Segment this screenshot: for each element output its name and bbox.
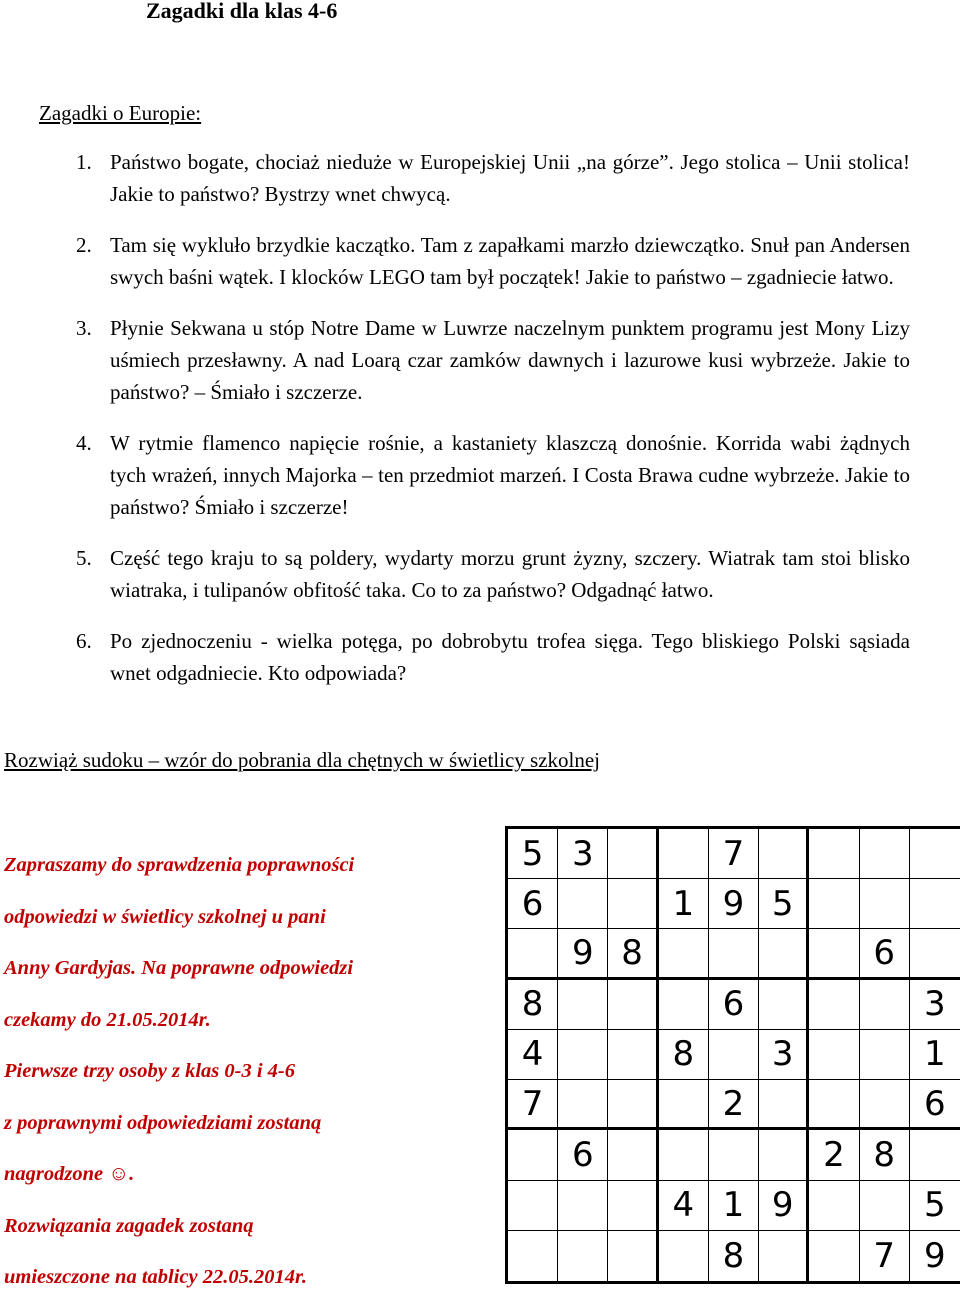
riddle-item [76,312,910,408]
sudoku-cell [860,1030,910,1080]
sudoku-cell [558,980,608,1030]
sudoku-cell [659,1130,709,1180]
sudoku-cell [608,1130,658,1180]
sudoku-cell: 1 [910,1030,960,1080]
invitation-line: Pierwsze trzy osoby z klas 0-3 i 4-6 [4,1060,295,1082]
sudoku-cell: 3 [910,980,960,1030]
sudoku-cell [508,929,558,979]
sudoku-cell [659,929,709,979]
invitation-line: umieszczone na tablicy 22.05.2014r. [4,1266,307,1288]
sudoku-cell [759,829,809,879]
sudoku-cell [709,929,759,979]
sudoku-cell [809,1231,859,1281]
riddle-number: 1. [76,150,92,174]
sudoku-cell: 6 [508,879,558,929]
sudoku-cell [860,980,910,1030]
sudoku-cell: 2 [809,1130,859,1180]
sudoku-cell [659,1080,709,1130]
invitation-line: z poprawnymi odpowiedziami zostaną [4,1111,322,1134]
riddle-number: 4. [76,431,92,455]
invitation-line: Anny Gardyjas. Na poprawne odpowiedzi [4,957,354,979]
sudoku-cell: 6 [910,1080,960,1130]
riddle-item [76,146,910,210]
riddle-list [0,146,960,708]
sudoku-cell [809,1080,859,1130]
sudoku-cell: 3 [759,1030,809,1080]
sudoku-cell: 3 [558,829,608,879]
sudoku-cell [860,1080,910,1130]
sudoku-cell [508,1231,558,1281]
sudoku-cell: 9 [924,1235,946,1276]
riddle-text: Tam się wykluło brzydkie kaczątko. Tam z zapałkami marzło dziewczątko. Snuł pan Andersen swych baśni wątek. I klocków LEGO tam był początek! Jakie to państwo – zgadniecie łatwo. [110,233,910,289]
sudoku-cell [759,1130,809,1180]
sudoku-cell: 8 [508,980,558,1030]
sudoku-cell: 9 [759,1181,809,1231]
riddle-text: Po zjednoczeniu - wielka potęga, po dobrobytu trofea sięga. Tego bliskiego Polski sąsiada wnet odgadniecie. Kto odpowiada? [110,629,910,685]
sudoku-cell: 8 [659,1030,709,1080]
sudoku-cell [659,829,709,879]
invitation-line: nagrodzone ☺. [4,1163,135,1185]
sudoku-cell [608,980,658,1030]
riddle-number: 6. [76,629,92,653]
riddle-number: 5. [76,546,92,570]
sudoku-cell: 6 [709,980,759,1030]
sudoku-cell [558,1231,608,1281]
sudoku-cell [659,980,709,1030]
sudoku-cell [608,1231,658,1281]
riddle-text: Państwo bogate, chociaż nieduże w Europejskiej Unii „na górze”. Jego stolica – Unii stolica! Jakie to państwo? Bystrzy wnet chwycą. [110,150,910,206]
riddle-text: W rytmie flamenco napięcie rośnie, a kastaniety klaszczą donośnie. Korrida wabi żądnych tych wrażeń, innych Majorka – ten przedmiot marzeń. I Costa Brawa cudne wybrzeże. Jakie to państwo? Śmiało i szczerze! [110,431,910,519]
sudoku-cell: 4 [659,1181,709,1231]
sudoku-cell: 5 [759,879,809,929]
sudoku-cell [809,1181,859,1231]
riddle-number: 2. [76,233,92,257]
sudoku-cell: 7 [860,1231,910,1281]
sudoku-cell [709,1130,759,1180]
sudoku-cell [608,879,658,929]
sudoku-cell [809,829,859,879]
sudoku-cell [558,879,608,929]
sudoku-cell: 1 [659,879,709,929]
sudoku-cell [508,1130,558,1180]
sudoku-cell: 8 [608,929,658,979]
sudoku-cell [860,829,910,879]
sudoku-cell [558,1080,608,1130]
sudoku-cell: 9 [558,929,608,979]
sudoku-cell [659,1231,709,1281]
riddle-item [76,229,910,293]
sudoku-cell [910,879,960,929]
sudoku-cell [809,929,859,979]
sudoku-grid [505,826,960,1284]
invitation-line: Rozwiązania zagadek zostaną [4,1214,254,1237]
sudoku-cell [910,1130,960,1180]
sudoku-cell [910,929,960,979]
sudoku-cell: 6 [558,1130,608,1180]
sudoku-cell: 5 [910,1181,960,1231]
invitation-line: Zapraszamy do sprawdzenia poprawności [4,854,355,876]
sudoku-cell [759,1231,809,1281]
sudoku-cell [759,980,809,1030]
sudoku-cell: 2 [709,1080,759,1130]
sudoku-cell [910,829,960,879]
sudoku-cell [809,1030,859,1080]
riddle-text: Część tego kraju to są poldery, wydarty morzu grunt żyzny, szczery. Wiatrak tam stoi blisko wiatraka, i tulipanów obfitość taka. Co to za państwo? Odgadnąć łatwo. [110,546,910,602]
riddle-number: 3. [76,316,92,340]
sudoku-cell: 6 [860,929,910,979]
riddle-item [76,542,910,606]
sudoku-cell: 9 [709,879,759,929]
sudoku-cell [759,929,809,979]
sudoku-cell: 7 [508,1080,558,1130]
sudoku-cell: 4 [508,1030,558,1080]
sudoku-cell [608,1181,658,1231]
page-title: Zagadki dla klas 4-6 [146,0,338,23]
sudoku-cell: 5 [508,829,558,879]
sudoku-cell [759,1080,809,1130]
sudoku-cell [508,1181,558,1231]
riddle-item [76,625,910,689]
riddle-item [76,427,910,523]
sudoku-cell: 8 [709,1231,759,1281]
invitation-line: odpowiedzi w świetlicy szkolnej u pani [4,905,326,928]
sudoku-cell: 7 [709,829,759,879]
sudoku-cell [860,879,910,929]
sudoku-cell [608,1030,658,1080]
sudoku-cell [608,829,658,879]
invitation-line: czekamy do 21.05.2014r. [4,1008,211,1031]
sudoku-cell [860,1181,910,1231]
sudoku-cell [809,980,859,1030]
riddle-text: Płynie Sekwana u stóp Notre Dame w Luwrze naczelnym punktem programu jest Mony Lizy uśmiech przesławny. A nad Loarą czar zamków dawnych i lazurowe kusi wybrzeże. Jakie to państwo? – Śmiało i szczerze. [110,316,910,404]
sudoku-cell: 8 [860,1130,910,1180]
sudoku-cell [608,1080,658,1130]
sudoku-cell [709,1030,759,1080]
sudoku-cell [558,1181,608,1231]
europe-riddles-heading: Zagadki o Europie: [39,101,202,125]
sudoku-cell: 1 [709,1181,759,1231]
sudoku-heading: Rozwiąż sudoku – wzór do pobrania dla chętnych w świetlicy szkolnej [4,748,601,772]
sudoku-cell [558,1030,608,1080]
invitation-note [4,846,474,1310]
sudoku-cell [809,879,859,929]
